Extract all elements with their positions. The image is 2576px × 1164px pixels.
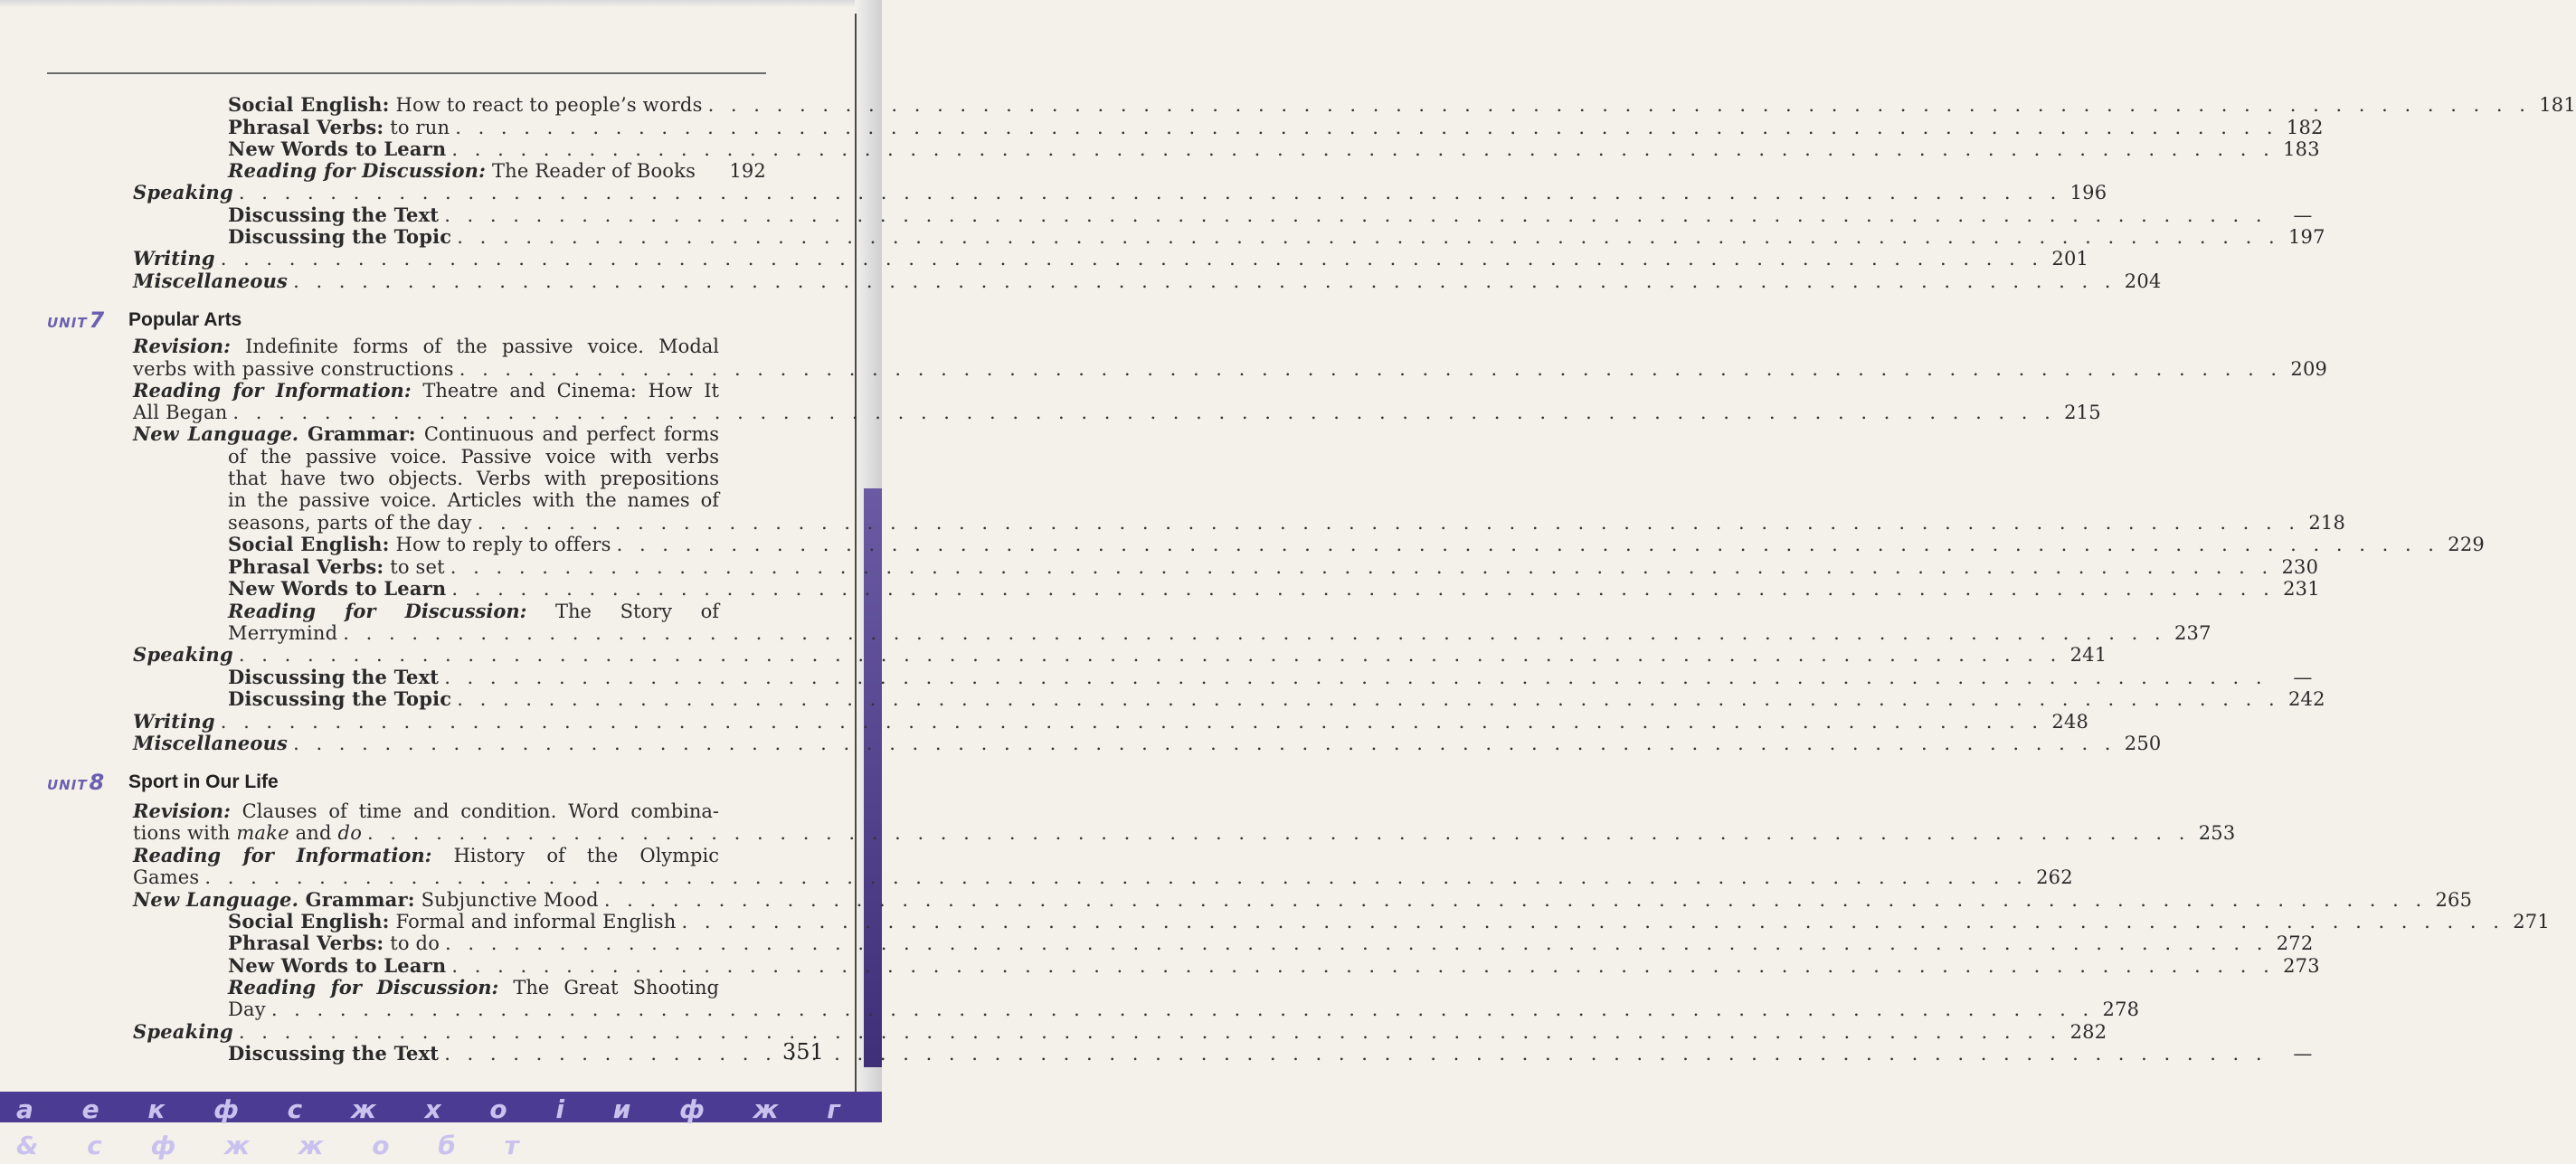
entry-text: Day [228,998,266,1020]
entry-label: Reading for Information: [133,379,412,402]
unit-badge-word: UNIT [47,777,88,793]
entry-text: Continuous and perfect forms [415,423,720,445]
toc-entry-line [133,336,719,357]
entry-label: New Language. [133,888,299,911]
page-ref: 230 [2281,556,2319,578]
dot-leader [239,182,2061,203]
entry-label: Discussing the Topic [228,225,452,248]
unit-title: Popular Arts [128,309,242,330]
toc-entry-line [228,601,719,622]
toc-entry [133,402,2101,423]
top-edge-strip [0,0,882,7]
dot-leader [451,578,2274,600]
unit-8-header [47,770,279,795]
unit-badge-number: 8 [89,770,106,795]
entry-text: do [337,822,363,844]
entry-label: Social English: [228,93,390,116]
entry-label: Discussing the Topic [228,687,452,710]
page-ref: 204 [2124,270,2162,292]
page-ref: 196 [2069,182,2107,203]
page-ref: 215 [2064,402,2101,423]
dot-leader [293,733,2116,754]
toc-entry [228,932,2314,954]
entry-text: The Reader of Books [486,160,696,182]
entry-label: Writing [133,247,215,270]
dot-leader [271,998,2094,1020]
toc-entry-line [133,800,719,822]
unit-badge-word: UNIT [47,315,88,331]
entry-text: Formal and informal English [389,911,677,932]
page-ref: 229 [2448,534,2485,555]
toc-entry [133,866,2073,888]
page-ref: — [2293,1043,2313,1065]
dot-leader [221,248,2043,270]
page-ref: 237 [2174,622,2211,644]
entry-label: Phrasal Verbs: [228,116,384,138]
entry-text: make [236,822,289,844]
toc-entry [133,1020,2107,1043]
page-ref: 278 [2102,998,2140,1020]
entry-text: to run [384,117,450,138]
entry-text: Theatre and Cinema: How It [411,380,719,402]
dot-leader [451,955,2274,977]
page-ref: 182 [2286,117,2324,138]
dot-leader [293,270,2116,292]
toc-entry [228,93,2576,116]
dot-leader [459,358,2282,380]
dot-leader [367,822,2190,844]
entry-label: Reading for Discussion: [228,976,499,998]
toc-entry [228,998,2140,1020]
page-ref: 272 [2276,932,2314,954]
entry-text: tions with [133,822,237,844]
toc-entry [228,555,2319,578]
entry-label: Grammar: [298,888,415,911]
toc-entry [228,137,2320,160]
entry-label: New Language. [133,422,299,445]
entry-label: Speaking [133,181,233,203]
toc-entry-line [133,423,719,445]
dot-leader [708,94,2531,116]
entry-label: Grammar: [298,422,416,445]
page-ref: 262 [2036,866,2073,888]
page-ref: 192 [729,160,766,182]
entry-label: Writing [133,710,215,733]
entry-text: The Story of [526,601,719,622]
entry-label: Speaking [133,643,233,666]
dot-leader [221,711,2043,733]
page-ref: 242 [2287,688,2325,710]
entry-text: Merrymind [228,622,338,644]
dot-leader [455,117,2278,138]
entry-text: seasons, parts of the day [228,512,472,534]
entry-label: Reading for Discussion: [228,600,527,622]
toc-entry [133,358,2328,380]
dot-leader [451,138,2274,160]
page-ref: — [2293,667,2313,688]
toc-entry [228,687,2325,710]
page-ref: 197 [2287,226,2325,248]
toc-entry [228,954,2320,977]
toc-entry [228,203,2313,226]
entry-text: How to reply to offers [389,534,611,555]
toc-entry-line [133,845,719,866]
toc-entry [228,666,2313,688]
page-ref: 250 [2124,733,2162,754]
dot-leader [445,932,2268,954]
dot-leader [450,556,2273,578]
entry-text: How to react to people’s words [389,94,703,116]
page-ref: 271 [2513,911,2550,932]
entry-text: to do [384,932,440,954]
entry-label: Discussing the Text [228,203,440,226]
unit-badge [47,770,128,795]
entry-text: The Great Shooting [498,977,719,998]
page-number: 351 [782,1039,824,1065]
toc-entry-line [228,977,719,998]
entry-label: Reading for Information: [133,844,432,866]
toc-entry-line: of the passive voice. Passive voice with verbs [228,446,719,468]
dot-leader [457,688,2279,710]
header-rule [47,72,766,74]
toc-entry [133,270,2162,292]
page-ref: — [2293,204,2313,226]
entry-label: New Words to Learn [228,954,447,977]
dot-leader [478,512,2300,534]
toc-entry [228,225,2325,248]
toc-entry [228,910,2550,932]
entry-label: Discussing the Text [228,1042,440,1065]
unit-badge-number: 7 [89,308,106,333]
dot-leader [239,644,2061,666]
toc-entry [133,822,2236,844]
entry-label: Phrasal Verbs: [228,932,384,954]
entry-label: Revision: [133,800,231,822]
toc-entry [228,622,2211,644]
dot-leader [444,204,2267,226]
entry-text: to set [384,556,445,578]
entry-label: Reading for Discussion: [228,159,487,182]
toc-entry [133,732,2162,754]
dot-leader [444,1043,2267,1065]
dot-leader [444,667,2267,688]
entry-label: Phrasal Verbs: [228,555,384,578]
entry-label: New Words to Learn [228,137,447,160]
toc-entry [228,160,766,182]
toc-entry [133,181,2107,203]
unit-badge [47,308,128,333]
toc-entry [228,533,2485,555]
toc-entry-line: in the passive voice. Articles with the names of [228,489,719,511]
entry-label: Discussing the Text [228,666,440,688]
dot-leader [682,911,2505,932]
page-ref: 273 [2283,955,2320,977]
entry-label: Revision: [133,335,231,357]
entry-text: Indefinite forms of the passive voice. Modal [230,336,719,357]
toc-entry [133,888,2473,911]
dot-leader [232,402,2055,423]
dot-leader [204,866,2027,888]
page-ref: 241 [2069,644,2107,666]
decorative-letter-strip: a e к ф с ж х о і и ф ж г & с ф ж ж о б т [0,1092,882,1122]
toc-entry-line [133,380,719,402]
page-ref: 265 [2435,889,2473,911]
entry-text: Clauses of time and condition. Word combina- [230,800,719,822]
page-ref: 231 [2283,578,2320,600]
toc-entry [133,247,2089,270]
toc-entry [228,116,2324,138]
entry-text: and [289,822,338,844]
dot-leader [343,622,2165,644]
entry-text: All Began [133,402,228,423]
page-ref: 209 [2290,358,2328,380]
page-ref: 282 [2069,1021,2107,1043]
entry-label: Speaking [133,1020,233,1043]
entry-text: Games [133,866,200,888]
entry-label: New Words to Learn [228,577,447,600]
page-ref: 248 [2051,711,2089,733]
dot-leader [617,534,2439,555]
unit-7-header [47,308,242,333]
entry-label: Miscellaneous [133,732,289,754]
dot-leader [239,1021,2061,1043]
page-ref: 183 [2283,138,2320,160]
page-ref: 218 [2308,512,2346,534]
entry-label: Miscellaneous [133,270,289,292]
entry-text: Subjunctive Mood [414,889,599,911]
page-ref: 181 [2539,94,2576,116]
toc-entry-line: that have two objects. Verbs with prepositions [228,468,719,489]
toc-entry [133,710,2089,733]
page-ref: 201 [2051,248,2089,270]
toc-entry [133,643,2107,666]
dot-leader [457,226,2279,248]
entry-label: Social English: [228,533,390,555]
unit-title: Sport in Our Life [128,771,279,792]
entry-text: verbs with passive constructions [133,358,454,380]
entry-label: Social English: [228,910,390,932]
page-ref: 253 [2198,822,2236,844]
dot-leader [604,889,2427,911]
entry-text: History of the Olympic [431,845,719,866]
toc-entry [228,512,2346,534]
toc-entry [228,577,2320,600]
